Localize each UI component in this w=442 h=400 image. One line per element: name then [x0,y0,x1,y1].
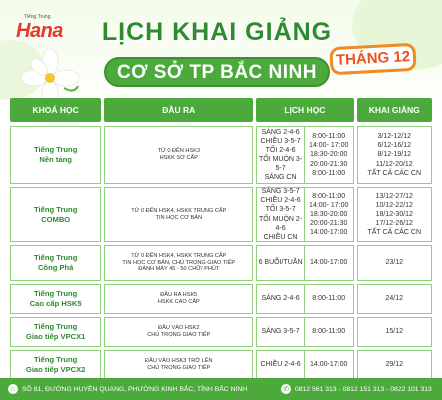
schedule-cell [256,284,353,314]
output-line: CHÚ TRỌNG GIAO TIẾP [147,332,211,338]
course-name-line: Công Phá [37,263,74,272]
header-start-date: KHAI GIẢNG [357,98,432,122]
schedule-time: 8:00-11:00 [312,133,346,141]
course-name-line: Tiếng Trung [34,145,78,155]
output-line: CHÚ TRỌNG GIAO TIẾP [147,365,211,371]
start-date-cell [357,245,432,281]
course-name [34,253,77,273]
start-date-cell [357,284,432,314]
start-date: 8/12-19/12 [377,151,412,159]
schedule-table [10,98,432,383]
schedule-cell [256,126,353,184]
course-name-line: Giao tiếp VPCX2 [25,365,86,374]
schedule-day: TỐI MUỘN 3-5-7 [258,156,303,173]
course-name [34,145,77,165]
start-date-cell [357,317,432,347]
schedule-day: 6 BUỔI/TUẦN [258,259,303,267]
header-schedule: LỊCH HỌC [256,98,353,122]
output-cell [104,284,253,314]
schedule-time: 8:00-11:00 [312,328,346,336]
course-name [30,289,82,309]
schedule-days [257,127,305,183]
course-name-line: COMBO [41,214,71,224]
footer [0,378,442,400]
course-name-line: Tiếng Trung [34,355,78,365]
schedule-time: 20:00-21:30 [310,160,348,168]
table-row [10,284,432,314]
output-cell [104,187,253,242]
schedule-day: SÁNG 2-4-6 [261,128,300,136]
start-date: 10/12-22/12 [375,201,413,209]
schedule-times [305,127,353,183]
page-subtitle: CƠ SỞ TP BẮC NINH [117,62,317,83]
schedule-time: 14:00-17:00 [310,229,348,237]
table-row [10,317,432,347]
schedule-day: SÁNG 2-4-6 [261,295,300,303]
course-name-line: Giao tiếp VPCX1 [25,332,86,341]
schedule-day: TỐI 3-5-7 [265,206,296,214]
schedule-days [257,285,305,313]
schedule-days [257,246,305,280]
course-name-line: Tiếng Trung [34,289,78,299]
header-course: KHOÁ HỌC [10,98,101,122]
course-cell [10,245,101,281]
schedule-day: TỐI MUỘN 2-4-6 [258,215,303,232]
schedule-day: SÁNG CN [264,174,297,182]
output-line: TỪ 0 ĐẾN HSK4, HSKK TRUNG CẤP [131,252,227,259]
footer-phone: 0812 561 313 - 0812 151 313 - 0822 101 313 [295,385,432,393]
schedule-time: 8:00-11:00 [312,169,346,177]
start-date: 23/12 [385,259,404,267]
schedule-time: 14:00- 17:00 [309,201,349,209]
output-line: TỪ 0 ĐẾN HSK4, HSKK TRUNG CẤP [131,207,227,214]
start-date: 17/12-26/12 [375,220,413,228]
course-cell [10,350,101,380]
schedule-times [305,318,353,346]
course-name [26,322,86,342]
output-line: ĐẦU VÀO HSK2 [158,325,200,332]
schedule-cell [256,187,353,242]
start-date: 18/12-30/12 [375,210,413,218]
course-name-line: Tiếng Trung [34,322,78,332]
course-cell [10,187,101,242]
schedule-time: 8:00-11:00 [312,295,346,303]
schedule-days [257,188,305,241]
output-line: ĐẦU VÀO HSK3 TRỞ LÊN [145,358,213,365]
schedule-time: 14:00-17:00 [310,259,348,267]
start-date: TẤT CẢ CÁC CN [367,169,422,177]
header-output: ĐẦU RA [104,98,253,122]
output-line: TIN HỌC CƠ BẢN, CHÚ TRỌNG GIAO TIẾP [122,259,236,266]
table-row [10,350,432,380]
schedule-day: SÁNG 3-5-7 [261,188,300,196]
table-row [10,245,432,281]
course-name [26,355,86,375]
start-date: 29/12 [385,361,404,369]
start-date-cell [357,350,432,380]
output-cell [104,126,253,184]
start-date: 11/12-20/12 [375,160,413,168]
start-date: TẤT CẢ CÁC CN [367,229,422,237]
logo-main-text: Hana [16,20,63,42]
page-title: LỊCH KHAI GIẢNG [101,18,333,46]
schedule-days [257,318,305,346]
footer-address: SỐ 81, ĐƯỜNG HUYỀN QUANG, PHƯỜNG KINH BẮC, TỈNH BẮC NINH [22,385,248,393]
schedule-day: CHIỀU 3-5-7 [260,137,301,145]
course-name [34,205,77,225]
schedule-cell [256,245,353,281]
course-name-line: Tiếng Trung [34,253,78,263]
course-cell [10,284,101,314]
output-cell [104,317,253,347]
table-body [10,126,432,380]
course-name-line: Nền tảng [39,155,72,164]
output-line: HSKK SƠ CẤP [159,155,198,161]
output-cell [104,350,253,380]
schedule-day: CHIỀU 2-4-6 [260,197,301,205]
month-badge-text: THÁNG 12 [335,48,411,69]
home-icon: ⌂ [8,384,18,394]
schedule-time: 8:00-11:00 [312,192,346,200]
start-date: 13/12-27/12 [375,192,413,200]
output-line: ĐÁNH MÁY 45 - 50 CHỮ/ PHÚT [138,266,220,273]
course-cell [10,126,101,184]
output-line: TỪ 0 ĐẾN HSK3 [157,148,200,155]
output-line: TIN HỌC CƠ BẢN [155,214,203,221]
table-row [10,187,432,242]
schedule-cell [256,317,353,347]
output-line: ĐẦU RA HSK5 [160,292,198,299]
schedule-times [305,188,353,241]
start-date: 24/12 [385,295,404,303]
schedule-time: 20:00-21:30 [310,220,348,228]
schedule-times [305,246,353,280]
logo-small-text: Tiếng Trung [24,14,51,20]
output-line: HSKK CAO CẤP [157,299,200,305]
schedule-time: 18:30-20:00 [310,210,348,218]
schedule-day: SÁNG 3-5-7 [261,328,300,336]
course-name-line: Tiếng Trung [34,204,78,214]
start-date-cell [357,126,432,184]
phone-icon: ✆ [281,384,291,394]
schedule-time: 14:00- 17:00 [309,142,349,150]
start-date-cell [357,187,432,242]
schedule-times [305,351,353,379]
schedule-cell [256,350,353,380]
start-date: 6/12-16/12 [377,142,412,150]
course-cell [10,317,101,347]
table-row [10,126,432,184]
schedule-time: 14:00-17:00 [310,361,348,369]
schedule-day: CHIỀU CN [263,233,298,241]
schedule-days [257,351,305,379]
table-header [10,98,432,122]
output-cell [104,245,253,281]
schedule-time: 18:30-20:00 [310,151,348,159]
start-date: 3/12-12/12 [377,133,412,141]
start-date: 15/12 [385,328,404,336]
schedule-times [305,285,353,313]
schedule-day: CHIỀU 2-4-6 [260,361,301,369]
course-name-line: Cao cấp HSK5 [29,299,82,308]
schedule-day: TỐI 2-4-6 [265,146,296,154]
brand-logo [8,8,70,40]
